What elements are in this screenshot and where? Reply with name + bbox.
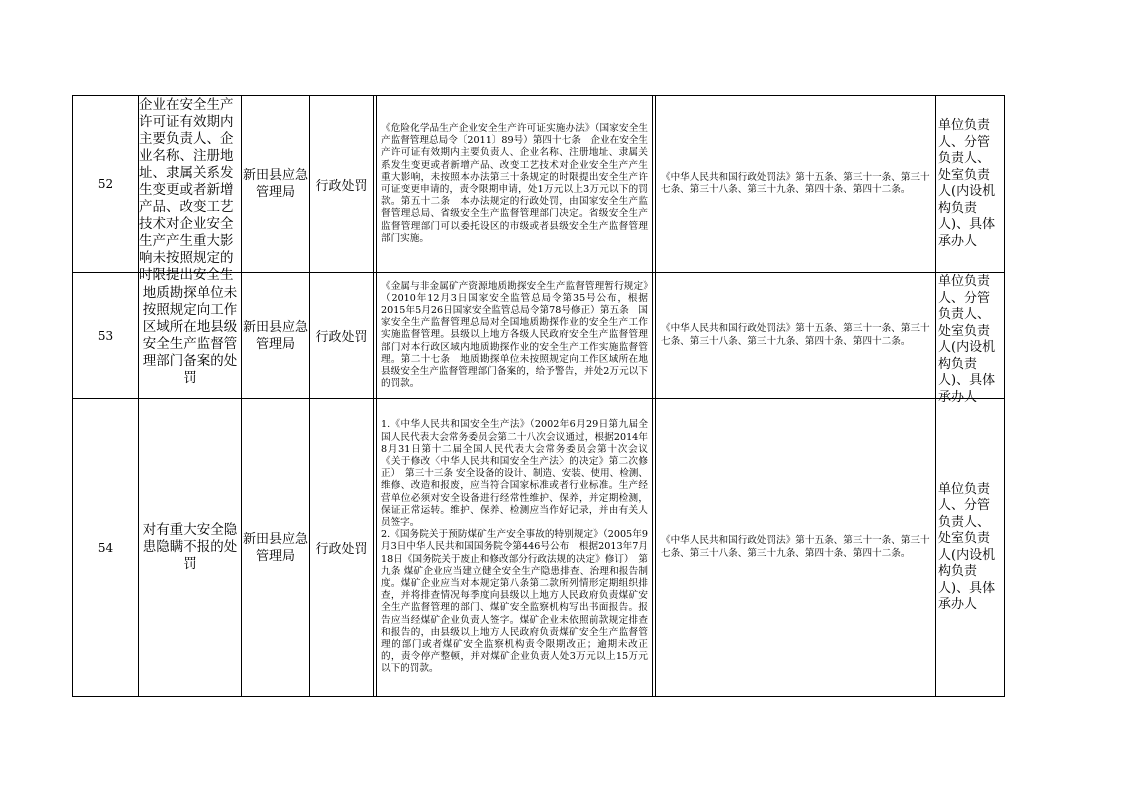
penalty-basis: 《中华人民共和国行政处罚法》第十五条、第三十一条、第三十七条、第三十八条、第三十九条、第四十条、第四十二条。 [661,323,930,347]
item-name: 对有重大安全隐患隐瞒不报的处罚 [142,522,238,572]
table-row [73,96,1005,273]
item-name-cell [139,273,242,399]
legal-basis: 1.《中华人民共和国安全生产法》（2002年6月29日第九届全国人民代表大会常务委员会第二十八次会议通过，根据2014年8月31日第十二届全国人民代表大会常务委员会第十次会议《关于修改〈中华人民共和国安全生产法〉的决定》第二次修正） 第三十三条 安全设备的设计、制造、安装、使用、检测、维修、改造和报废，应当符合国家标准或者行业标准。生产经营单位必须对安全设备进行经常性维护、保养，并定期检测，保证正常运转。维护、保养、检测应当作好记录，并由有关人员签字。 2.《国务院关于预防煤矿生产安全事故的特别规定》（2005年9月3日中华人民共和国国务院令第446号公布 根据2013年7月18日《国务院关于废止和修改部分行政法规的决定》修订） 第九条 煤矿企业应当建立健全安全生产隐患排查、治理和报告制度。煤矿企业应当对本规定第八条第二款所列情形定期组织排查，并将排查情况每季度向县级以上地方人民政府负责煤矿安全生产监督管理的部门、煤矿安全监察机构写出书面报告。报告应当经煤矿企业负责人签字。煤矿企业未依照前款规定排查和报告的，由县级以上地方人民政府负责煤矿安全生产监督管理的部门或者煤矿安全监察机构责令限期改正；逾期未改正的，责令停产整顿，并对煤矿企业负责人处3万元以上15万元以下的罚款。 [381,419,648,675]
responsible: 单位负责人、分管负责人、处室负责人(内设机构负责人)、具体承办人 [938,274,996,405]
legal-basis: 《金属与非金属矿产资源地质勘探安全生产监督管理暂行规定》（2010年12月3日国家安全监管总局令第35号公布，根据2015年5月26日国家安全监管总局令第78号修正）第五条 国家安全生产监督管理总局对全国地质勘探作业的安全生产工作实施监督管理。县级以上地方各级人民政府安全生产监督管理部门对本行政区域内地质勘探作业的安全生产工作实施监督管理。第二十七条 地质勘探单位未按照规定向工作区域所在地县级安全生产监督管理部门备案的，给予警告，并处2万元以下的罚款。 [381,280,648,390]
legal-basis-cell [374,96,656,273]
item-name-cell [139,96,242,283]
category-cell [310,96,374,273]
table-row [73,399,1005,697]
department-cell [242,399,310,697]
responsible: 单位负责人、分管负责人、处室负责人(内设机构负责人)、具体承办人 [938,118,996,249]
item-name-cell [139,399,242,697]
penalty-basis: 《中华人民共和国行政处罚法》第十五条、第三十一条、第三十七条、第三十八条、第三十九条、第四十条、第四十二条。 [661,535,930,559]
penalty-basis-cell [656,399,936,697]
row-number: 54 [97,540,114,555]
responsible-cell [936,96,1005,273]
category: 行政处罚 [315,542,368,557]
responsible-cell [936,399,1005,697]
legal-basis-cell [374,399,656,697]
department-cell [242,96,310,273]
row-number: 52 [97,177,114,191]
responsible: 单位负责人、分管负责人、处室负责人(内设机构负责人)、具体承办人 [938,481,996,612]
table-row [73,273,1005,399]
legal-basis-cell [374,273,656,399]
category-cell [310,273,374,399]
responsible-cell [936,273,1005,405]
document-table [72,95,1005,697]
category: 行政处罚 [315,330,368,345]
legal-basis: 《危险化学品生产企业安全生产许可证实施办法》（国家安全生产监督管理总局令〔2011〕89号）第四十七条 企业在安全生产许可证有效期内主要负责人、企业名称、注册地址、隶属关系发生变更或者新增产品、改变工艺技术对企业安全生产产生重大影响，未按照本办法第三十条规定的时限提出安全生产许可证变更申请的，责令限期申请，处1万元以上3万元以下的罚款。第五十二条 本办法规定的行政处罚，由国家安全生产监督管理总局、省级安全生产监督管理部门决定。省级安全生产监督管理部门可以委托设区的市级或者县级安全生产监督管理部门实施。 [381,122,648,244]
row-number-cell [73,399,139,697]
row-number-cell [73,273,139,399]
penalty-basis-cell [656,273,936,399]
category: 行政处罚 [315,178,368,194]
category-cell [310,399,374,697]
item-name: 企业在安全生产许可证有效期内主要负责人、企业名称、注册地址、隶属关系发生变更或者新增产品、改变工艺技术对企业安全生产产生重大影响未按照规定的时限提出安全生 [139,97,234,283]
department: 新田县应急管理局 [242,319,308,352]
department: 新田县应急管理局 [242,531,308,564]
row-number-cell [73,96,139,273]
department-cell [242,273,310,399]
department: 新田县应急管理局 [242,168,308,200]
penalty-basis: 《中华人民共和国行政处罚法》第十五条、第三十一条、第三十七条、第三十八条、第三十九条、第四十条、第四十二条。 [661,171,930,195]
penalty-basis-cell [656,96,936,273]
item-name: 地质勘探单位未按照规定向工作区域所在地县级安全生产监督管理部门备案的处罚 [142,284,238,386]
row-number: 53 [97,328,114,343]
